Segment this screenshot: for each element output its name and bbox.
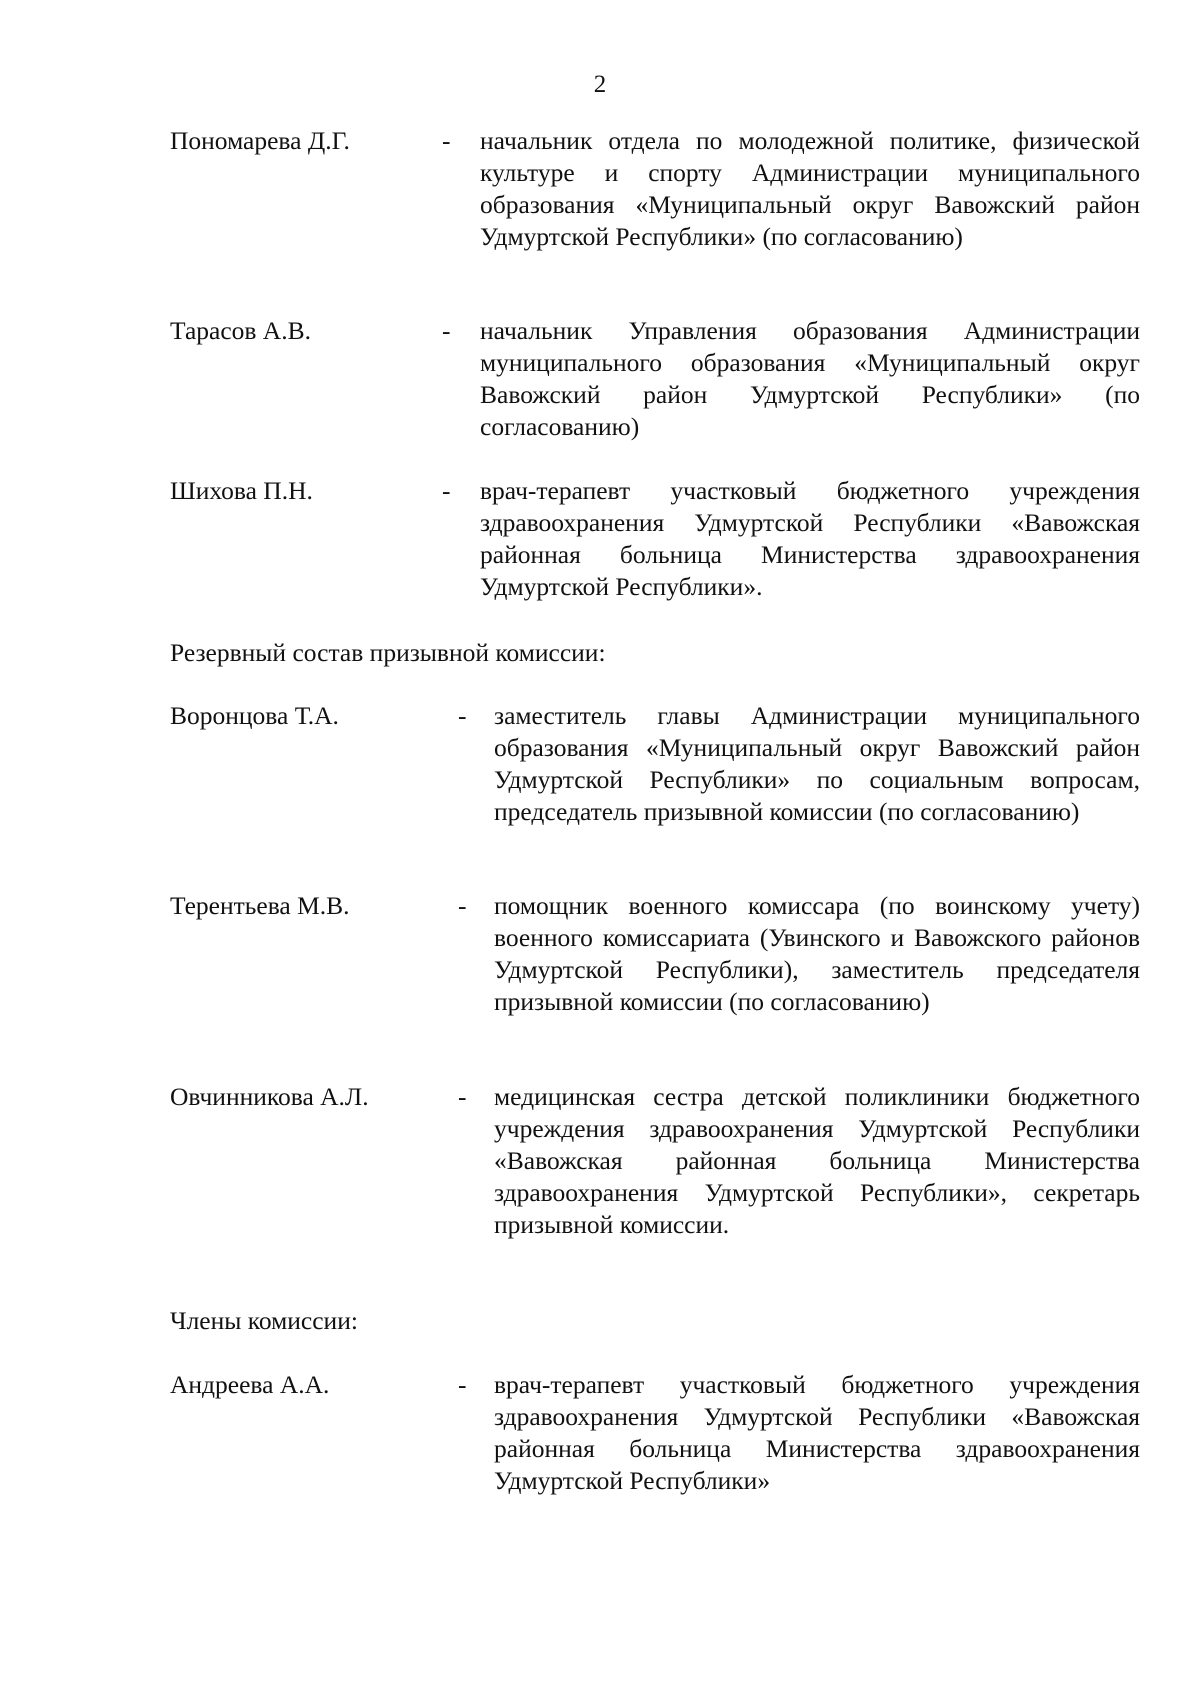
member-dash: -	[458, 701, 467, 730]
member-dash: -	[458, 1082, 467, 1111]
member-description: заместитель главы Администрации муниципального образования «Муниципальный округ Вавожский район Удмуртской Республики» по социальным вопросам, председатель призывной комиссии (по согласованию)	[494, 701, 1140, 826]
member-name: Тарасов А.В.	[170, 316, 311, 345]
member-name: Овчинникова А.Л.	[170, 1082, 369, 1111]
member-description: начальник Управления образования Администрации муниципального образования «Муниципальный округ Вавожский район Удмуртской Республики» (по согласованию)	[480, 316, 1140, 441]
member-dash: -	[458, 891, 467, 920]
member-dash: -	[442, 126, 451, 155]
member-name: Пономарева Д.Г.	[170, 126, 350, 155]
member-name: Шихова П.Н.	[170, 476, 313, 505]
member-description: врач-терапевт участковый бюджетного учреждения здравоохранения Удмуртской Республики «Вавожская районная больница Министерства здравоохранения Удмуртской Республики»	[494, 1370, 1140, 1495]
member-description: медицинская сестра детской поликлиники бюджетного учреждения здравоохранения Удмуртской Республики «Вавожская районная больница Министерства здравоохранения Удмуртской Республики», секретарь призывной комиссии.	[494, 1082, 1140, 1239]
member-name: Терентьева М.В.	[170, 891, 350, 920]
member-name: Андреева А.А.	[170, 1370, 330, 1399]
member-description: помощник военного комиссара (по воинскому учету) военного комиссариата (Увинского и Вавожского районов Удмуртской Республики), заместитель председателя призывной комиссии (по согласованию)	[494, 891, 1140, 1016]
member-description: начальник отдела по молодежной политике, физической культуре и спорту Администрации муниципального образования «Муниципальный округ Вавожский район Удмуртской Республики» (по согласованию)	[480, 126, 1140, 251]
member-dash: -	[442, 316, 451, 345]
page-number: 2	[593, 71, 607, 98]
member-name: Воронцова Т.А.	[170, 701, 339, 730]
member-dash: -	[458, 1370, 467, 1399]
members-heading: Члены комиссии:	[170, 1306, 358, 1335]
member-description: врач-терапевт участковый бюджетного учреждения здравоохранения Удмуртской Республики «Вавожская районная больница Министерства здравоохранения Удмуртской Республики».	[480, 476, 1140, 601]
reserve-heading: Резервный состав призывной комиссии:	[170, 638, 606, 667]
member-dash: -	[442, 476, 451, 505]
